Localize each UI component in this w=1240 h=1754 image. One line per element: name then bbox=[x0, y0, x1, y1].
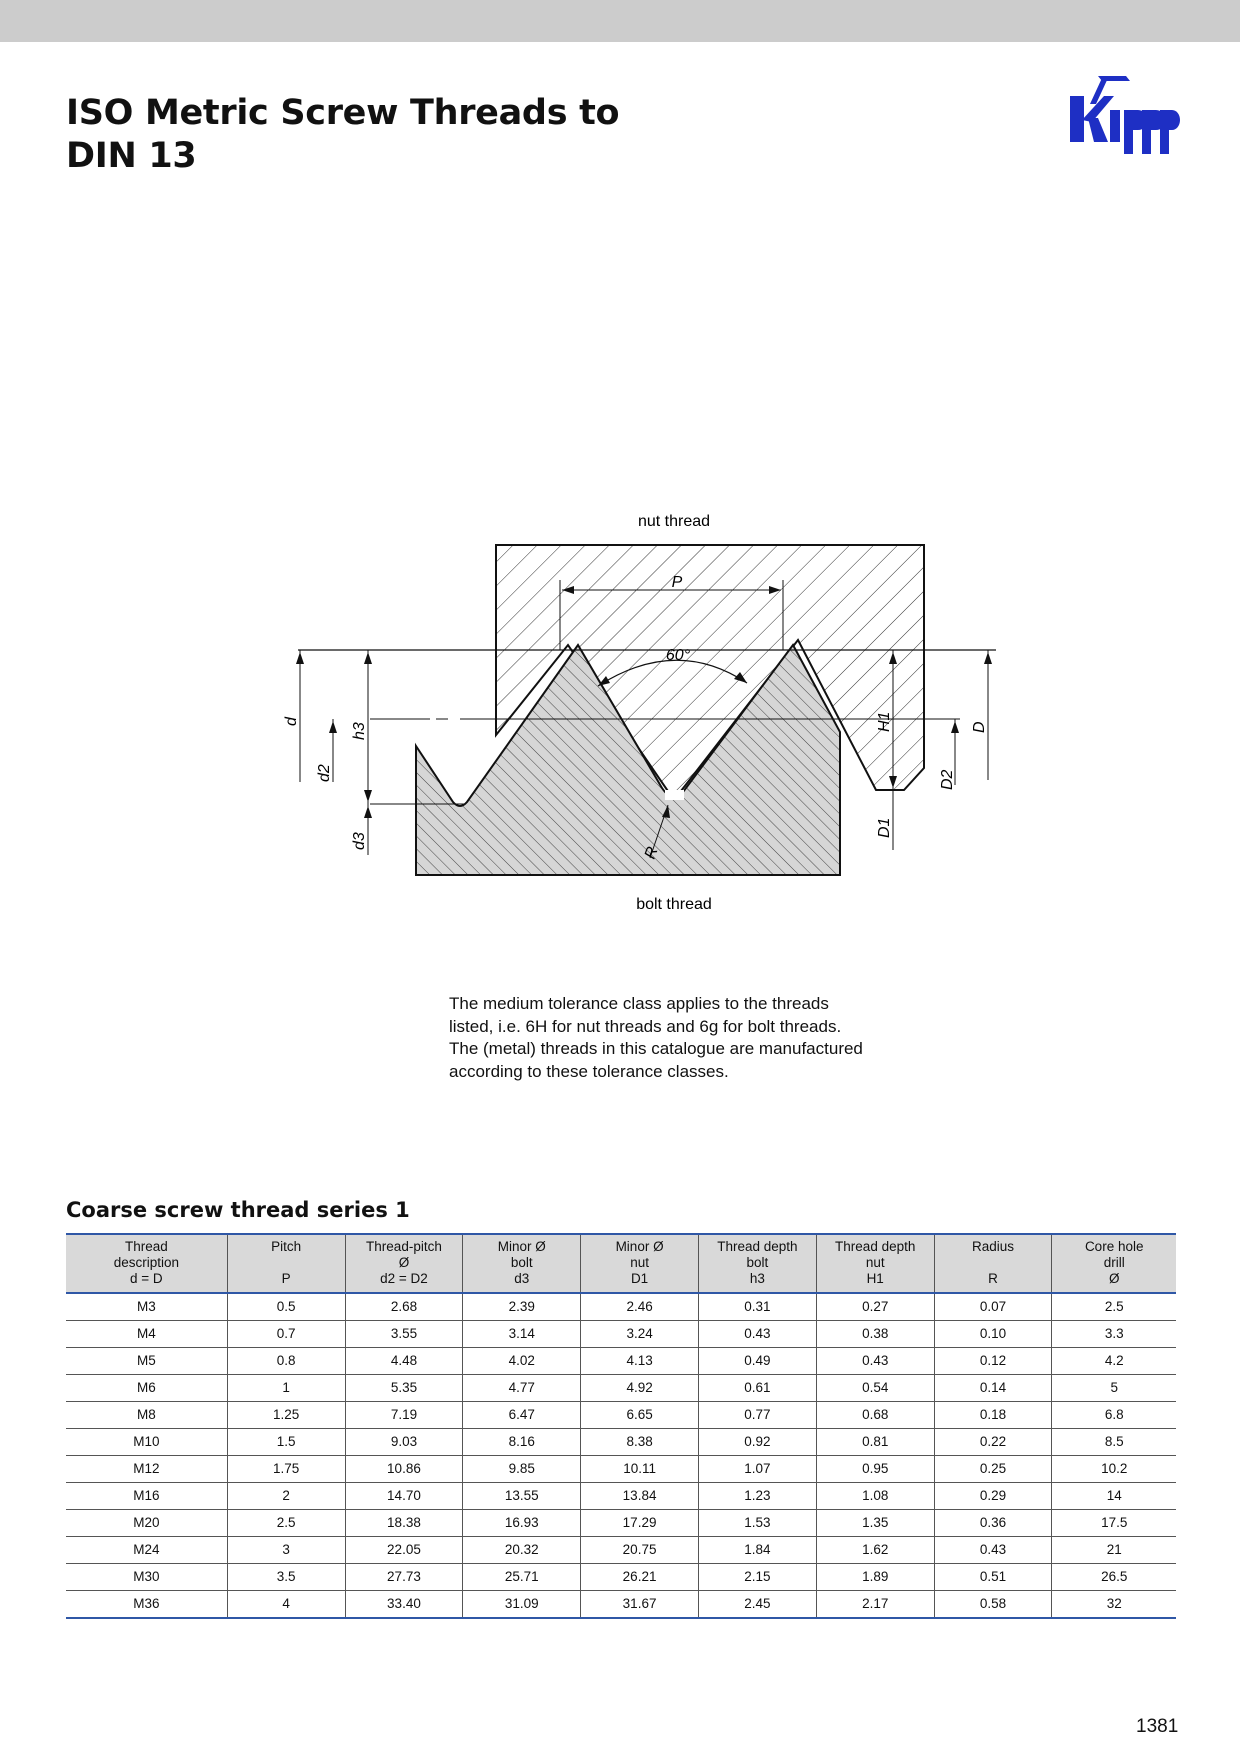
table-row bbox=[66, 1293, 1176, 1321]
table-cell: 3.24 bbox=[581, 1321, 699, 1348]
table-cell: 1.75 bbox=[227, 1456, 345, 1483]
dim-label-d: d bbox=[283, 717, 300, 726]
table-cell: 0.18 bbox=[934, 1402, 1052, 1429]
table-cell: 1.07 bbox=[698, 1456, 816, 1483]
table-cell: 0.81 bbox=[816, 1429, 934, 1456]
dim-label-P: P bbox=[671, 574, 683, 591]
dim-label-D1: D1 bbox=[876, 817, 893, 838]
table-cell: 1 bbox=[227, 1375, 345, 1402]
table-cell: 1.25 bbox=[227, 1402, 345, 1429]
table-cell: 0.25 bbox=[934, 1456, 1052, 1483]
table-row bbox=[66, 1402, 1176, 1429]
table-cell: 6.47 bbox=[463, 1402, 581, 1429]
table-cell: M5 bbox=[66, 1348, 227, 1375]
table-cell: 32 bbox=[1052, 1591, 1176, 1619]
col-header-thread-depth-bolt: Thread depth bolt h3 bbox=[698, 1234, 816, 1293]
table-row bbox=[66, 1348, 1176, 1375]
table-cell: 0.43 bbox=[934, 1537, 1052, 1564]
table-cell: 0.7 bbox=[227, 1321, 345, 1348]
table-cell: 4.48 bbox=[345, 1348, 463, 1375]
table-cell: 0.36 bbox=[934, 1510, 1052, 1537]
table-cell: 22.05 bbox=[345, 1537, 463, 1564]
table-cell: 10.2 bbox=[1052, 1456, 1176, 1483]
table-cell: M12 bbox=[66, 1456, 227, 1483]
table-cell: 3 bbox=[227, 1537, 345, 1564]
table-cell: 1.35 bbox=[816, 1510, 934, 1537]
table-cell: 18.38 bbox=[345, 1510, 463, 1537]
table-cell: 20.32 bbox=[463, 1537, 581, 1564]
dim-label-d3: d3 bbox=[351, 832, 368, 850]
table-cell: 2.39 bbox=[463, 1293, 581, 1321]
dim-label-d2: d2 bbox=[316, 764, 333, 782]
table-cell: 4.92 bbox=[581, 1375, 699, 1402]
table-cell: 1.23 bbox=[698, 1483, 816, 1510]
table-cell: 10.11 bbox=[581, 1456, 699, 1483]
table-cell: 2.46 bbox=[581, 1293, 699, 1321]
table-row bbox=[66, 1456, 1176, 1483]
table-title: Coarse screw thread series 1 bbox=[66, 1198, 410, 1222]
table-row bbox=[66, 1564, 1176, 1591]
table-cell: 1.84 bbox=[698, 1537, 816, 1564]
table-cell: 2.17 bbox=[816, 1591, 934, 1619]
table-cell: 26.5 bbox=[1052, 1564, 1176, 1591]
top-bar bbox=[0, 0, 1240, 42]
dim-label-H1: H1 bbox=[876, 711, 893, 732]
table-cell: 0.8 bbox=[227, 1348, 345, 1375]
table-cell: 2 bbox=[227, 1483, 345, 1510]
table-row bbox=[66, 1510, 1176, 1537]
table-cell: 1.08 bbox=[816, 1483, 934, 1510]
table-row bbox=[66, 1321, 1176, 1348]
table-cell: 0.51 bbox=[934, 1564, 1052, 1591]
dim-label-h3: h3 bbox=[351, 722, 368, 740]
table-cell: 5 bbox=[1052, 1375, 1176, 1402]
table-cell: 21 bbox=[1052, 1537, 1176, 1564]
table-cell: 20.75 bbox=[581, 1537, 699, 1564]
table-cell: M36 bbox=[66, 1591, 227, 1619]
dim-label-D: D bbox=[971, 721, 988, 733]
table-cell: 4.77 bbox=[463, 1375, 581, 1402]
table-cell: 13.55 bbox=[463, 1483, 581, 1510]
table-cell: 14 bbox=[1052, 1483, 1176, 1510]
table-cell: 31.09 bbox=[463, 1591, 581, 1619]
table-cell: 0.12 bbox=[934, 1348, 1052, 1375]
dim-label-D2: D2 bbox=[939, 769, 956, 790]
note-line-2: listed, i.e. 6H for nut threads and 6g for bolt threads. bbox=[449, 1016, 842, 1036]
table-cell: 0.58 bbox=[934, 1591, 1052, 1619]
table-cell: 1.89 bbox=[816, 1564, 934, 1591]
table-cell: 0.95 bbox=[816, 1456, 934, 1483]
table-cell: 0.5 bbox=[227, 1293, 345, 1321]
table-cell: 0.61 bbox=[698, 1375, 816, 1402]
table-cell: M30 bbox=[66, 1564, 227, 1591]
table-cell: 0.22 bbox=[934, 1429, 1052, 1456]
page-title-line-1: ISO Metric Screw Threads to bbox=[66, 93, 620, 133]
tolerance-note bbox=[449, 993, 869, 1083]
page-title bbox=[66, 92, 619, 178]
table-cell: 26.21 bbox=[581, 1564, 699, 1591]
table-cell: 0.14 bbox=[934, 1375, 1052, 1402]
dim-label-R: R bbox=[641, 844, 662, 862]
table-cell: M3 bbox=[66, 1293, 227, 1321]
table-cell: 14.70 bbox=[345, 1483, 463, 1510]
table-cell: 9.85 bbox=[463, 1456, 581, 1483]
table-cell: 8.38 bbox=[581, 1429, 699, 1456]
page-number: 1381 bbox=[1136, 1716, 1179, 1737]
col-header-thread-depth-nut: Thread depth nut H1 bbox=[816, 1234, 934, 1293]
table-body bbox=[66, 1293, 1176, 1618]
table-cell: 3.55 bbox=[345, 1321, 463, 1348]
page-title-line-2: DIN 13 bbox=[66, 136, 197, 176]
table-cell: 31.67 bbox=[581, 1591, 699, 1619]
table-cell: M16 bbox=[66, 1483, 227, 1510]
note-line-1: The medium tolerance class applies to the threads bbox=[449, 994, 829, 1013]
table-cell: 0.77 bbox=[698, 1402, 816, 1429]
table-cell: 0.07 bbox=[934, 1293, 1052, 1321]
table-header-row bbox=[66, 1234, 1176, 1293]
table-cell: 2.5 bbox=[1052, 1293, 1176, 1321]
table-cell: 25.71 bbox=[463, 1564, 581, 1591]
table-row bbox=[66, 1591, 1176, 1619]
table-cell: 4 bbox=[227, 1591, 345, 1619]
table-cell: 0.29 bbox=[934, 1483, 1052, 1510]
table-cell: 4.13 bbox=[581, 1348, 699, 1375]
table-cell: 17.5 bbox=[1052, 1510, 1176, 1537]
thread-profile-diagram bbox=[0, 500, 1240, 930]
table-cell: 0.92 bbox=[698, 1429, 816, 1456]
table-cell: 3.5 bbox=[227, 1564, 345, 1591]
table-cell: 33.40 bbox=[345, 1591, 463, 1619]
table-cell: 2.68 bbox=[345, 1293, 463, 1321]
bolt-root-gap bbox=[665, 790, 684, 800]
table-cell: 1.5 bbox=[227, 1429, 345, 1456]
table-row bbox=[66, 1483, 1176, 1510]
table-cell: 4.2 bbox=[1052, 1348, 1176, 1375]
table-cell: 0.68 bbox=[816, 1402, 934, 1429]
bolt-thread-label: bolt thread bbox=[636, 896, 712, 913]
table-cell: 3.14 bbox=[463, 1321, 581, 1348]
table-cell: 0.43 bbox=[816, 1348, 934, 1375]
table-cell: 6.65 bbox=[581, 1402, 699, 1429]
table-cell: M20 bbox=[66, 1510, 227, 1537]
table-cell: 0.10 bbox=[934, 1321, 1052, 1348]
table-cell: 9.03 bbox=[345, 1429, 463, 1456]
table-cell: 10.86 bbox=[345, 1456, 463, 1483]
table-cell: 13.84 bbox=[581, 1483, 699, 1510]
table-cell: 1.62 bbox=[816, 1537, 934, 1564]
table-cell: 2.15 bbox=[698, 1564, 816, 1591]
table-cell: 3.3 bbox=[1052, 1321, 1176, 1348]
col-header-radius: Radius R bbox=[934, 1234, 1052, 1293]
coarse-thread-table bbox=[66, 1233, 1176, 1619]
col-header-pitch: Pitch P bbox=[227, 1234, 345, 1293]
table-cell: 8.16 bbox=[463, 1429, 581, 1456]
table-cell: 2.45 bbox=[698, 1591, 816, 1619]
table-cell: 5.35 bbox=[345, 1375, 463, 1402]
table-cell: 0.31 bbox=[698, 1293, 816, 1321]
table-cell: 6.8 bbox=[1052, 1402, 1176, 1429]
table-cell: M6 bbox=[66, 1375, 227, 1402]
table-cell: 4.02 bbox=[463, 1348, 581, 1375]
note-line-4: according to these tolerance classes. bbox=[449, 1061, 729, 1081]
table-cell: 0.38 bbox=[816, 1321, 934, 1348]
table-cell: 1.53 bbox=[698, 1510, 816, 1537]
kipp-logo bbox=[1068, 74, 1180, 160]
table-cell: 2.5 bbox=[227, 1510, 345, 1537]
table-cell: M24 bbox=[66, 1537, 227, 1564]
table-cell: 7.19 bbox=[345, 1402, 463, 1429]
table-cell: M8 bbox=[66, 1402, 227, 1429]
table-cell: 0.49 bbox=[698, 1348, 816, 1375]
table-cell: 17.29 bbox=[581, 1510, 699, 1537]
col-header-thread-pitch-diameter: Thread-pitch Ø d2 = D2 bbox=[345, 1234, 463, 1293]
nut-thread-label: nut thread bbox=[637, 513, 711, 530]
table-cell: 16.93 bbox=[463, 1510, 581, 1537]
table-row bbox=[66, 1537, 1176, 1564]
note-line-3: The (metal) threads in this catalogue are manufactured bbox=[449, 1039, 863, 1059]
table-cell: 0.54 bbox=[816, 1375, 934, 1402]
col-header-thread-description: Thread description d = D bbox=[66, 1234, 227, 1293]
table-row bbox=[66, 1429, 1176, 1456]
table-cell: 0.27 bbox=[816, 1293, 934, 1321]
table-cell: M10 bbox=[66, 1429, 227, 1456]
col-header-core-hole-drill: Core hole drill Ø bbox=[1052, 1234, 1176, 1293]
table-cell: 27.73 bbox=[345, 1564, 463, 1591]
col-header-minor-diameter-bolt: Minor Ø bolt d3 bbox=[463, 1234, 581, 1293]
angle-label: 60° bbox=[665, 647, 691, 664]
table-cell: 8.5 bbox=[1052, 1429, 1176, 1456]
table-cell: 0.43 bbox=[698, 1321, 816, 1348]
table-cell: M4 bbox=[66, 1321, 227, 1348]
table-row bbox=[66, 1375, 1176, 1402]
col-header-minor-diameter-nut: Minor Ø nut D1 bbox=[581, 1234, 699, 1293]
